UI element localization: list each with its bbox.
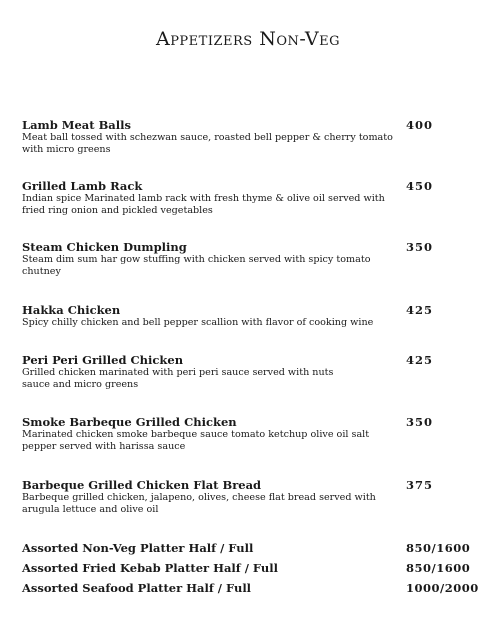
item-name: Peri Peri Grilled Chicken — [22, 353, 184, 367]
item-price: 375 — [406, 478, 434, 492]
item-price: 350 — [406, 415, 434, 429]
platter-price: 850/1600 — [406, 541, 471, 555]
item-description: Spicy chilly chicken and bell pepper scallion with flavor of cooking wine — [22, 317, 374, 328]
item-price: 450 — [406, 179, 434, 193]
item-name: Grilled Lamb Rack — [22, 179, 143, 193]
item-description: Barbeque grilled chicken, jalapeno, olives, cheese flat bread served with arugula lettuce and olive oil — [22, 492, 376, 515]
platter-name: Assorted Non-Veg Platter Half / Full — [22, 541, 254, 555]
item-price: 425 — [406, 353, 434, 367]
item-description: Indian spice Marinated lamb rack with fresh thyme & olive oil served with fried ring onion and pickled vegetables — [22, 193, 385, 216]
page-title: Appetizers Non-Veg — [155, 28, 341, 50]
platter-name: Assorted Seafood Platter Half / Full — [22, 581, 252, 595]
platter-price: 850/1600 — [406, 561, 471, 575]
item-description: Grilled chicken marinated with peri peri sauce served with nuts sauce and micro greens — [22, 367, 334, 390]
item-name: Lamb Meat Balls — [22, 118, 131, 132]
item-description: Meat ball tossed with schezwan sauce, roasted bell pepper & cherry tomato with micro greens — [22, 132, 393, 155]
platter-price: 1000/2000 — [406, 581, 479, 595]
item-price: 425 — [406, 303, 434, 317]
item-name: Steam Chicken Dumpling — [22, 240, 187, 254]
item-description: Marinated chicken smoke barbeque sauce tomato ketchup olive oil salt pepper served with harissa sauce — [22, 429, 370, 452]
item-name: Hakka Chicken — [22, 303, 121, 317]
item-price: 400 — [406, 118, 434, 132]
item-name: Barbeque Grilled Chicken Flat Bread — [22, 478, 262, 492]
item-description: Steam dim sum har gow stuffing with chicken served with spicy tomato chutney — [22, 254, 371, 277]
item-price: 350 — [406, 240, 434, 254]
platter-name: Assorted Fried Kebab Platter Half / Full — [22, 561, 278, 575]
item-name: Smoke Barbeque Grilled Chicken — [22, 415, 237, 429]
